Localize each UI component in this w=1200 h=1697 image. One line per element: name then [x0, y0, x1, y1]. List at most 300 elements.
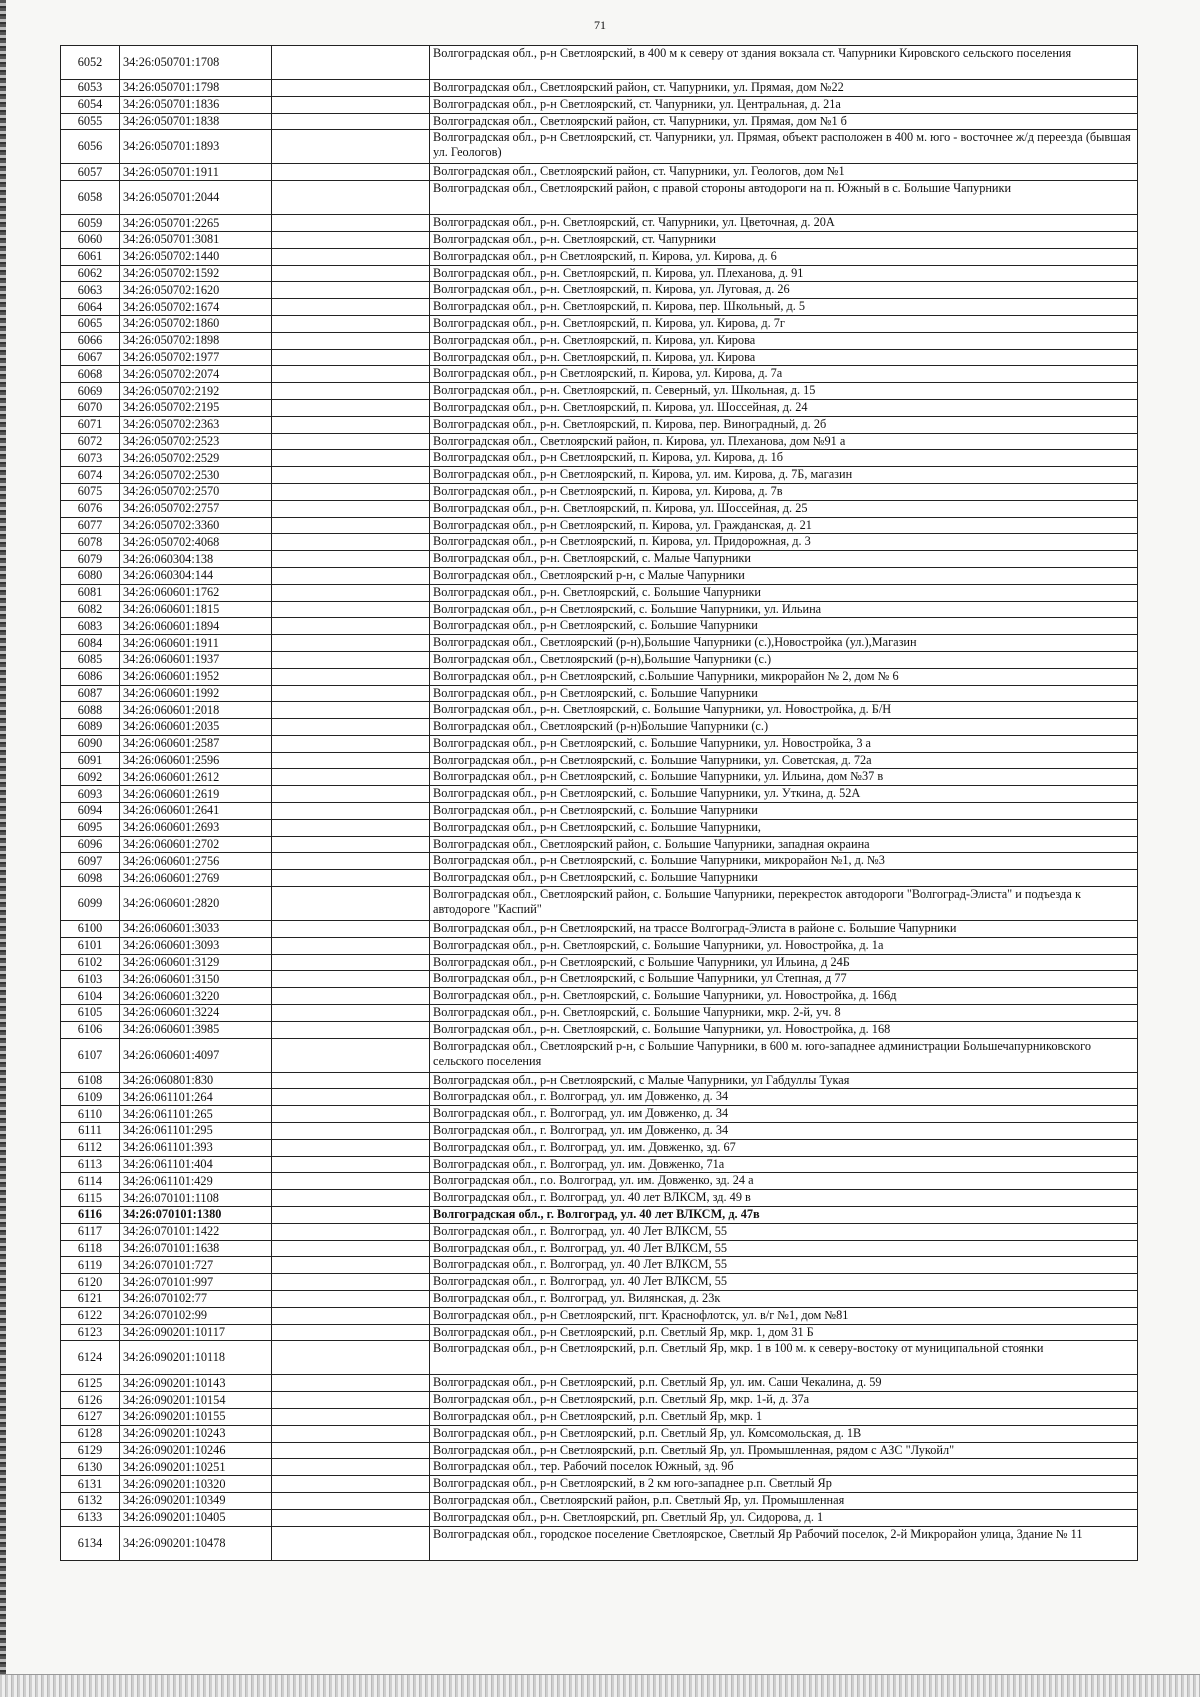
- cadastral-number: 34:26:090201:10143: [120, 1375, 272, 1392]
- cadastral-number: 34:26:060601:4097: [120, 1038, 272, 1072]
- table-row: [61, 1274, 1138, 1291]
- cadastral-number: 34:26:060304:144: [120, 567, 272, 584]
- cadastral-number: 34:26:090201:10118: [120, 1341, 272, 1375]
- row-number: 6055: [61, 113, 120, 130]
- address: Волгоградская обл., р-н. Светлоярский, ст. Чапурники, ул. Цветочная, д. 20А: [430, 215, 1138, 232]
- address: Волгоградская обл., Светлоярский (р-н)Большие Чапурники (с.): [430, 719, 1138, 736]
- row-number: 6079: [61, 551, 120, 568]
- address: Волгоградская обл., р-н. Светлоярский, п. Кирова, ул. Кирова: [430, 332, 1138, 349]
- address: Волгоградская обл., г. Волгоград, ул. Вилянская, д. 23к: [430, 1291, 1138, 1308]
- empty-cell: [272, 113, 430, 130]
- table-row: [61, 517, 1138, 534]
- empty-cell: [272, 668, 430, 685]
- address: Волгоградская обл., г. Волгоград, ул. 40 Лет ВЛКСМ, 55: [430, 1240, 1138, 1257]
- row-number: 6123: [61, 1324, 120, 1341]
- empty-cell: [272, 332, 430, 349]
- table-row: [61, 1526, 1138, 1560]
- address: Волгоградская обл., р-н Светлоярский, п. Кирова, ул. Гражданская, д. 21: [430, 517, 1138, 534]
- cadastral-number: 34:26:050702:4068: [120, 534, 272, 551]
- empty-cell: [272, 248, 430, 265]
- empty-cell: [272, 315, 430, 332]
- cadastral-number: 34:26:060601:1894: [120, 618, 272, 635]
- empty-cell: [272, 819, 430, 836]
- cadastral-number: 34:26:060601:2641: [120, 803, 272, 820]
- table-row: [61, 113, 1138, 130]
- empty-cell: [272, 534, 430, 551]
- empty-cell: [272, 1459, 430, 1476]
- table-row: [61, 164, 1138, 181]
- address: Волгоградская обл., р-н Светлоярский, п. Кирова, ул. Придорожная, д. 3: [430, 534, 1138, 551]
- empty-cell: [272, 836, 430, 853]
- cadastral-number: 34:26:060601:3129: [120, 954, 272, 971]
- address: Волгоградская обл., р-н. Светлоярский, п. Кирова, ул. Плеханова, д. 91: [430, 265, 1138, 282]
- empty-cell: [272, 215, 430, 232]
- address: Волгоградская обл., р-н. Светлоярский, п. Кирова, пер. Виноградный, д. 2б: [430, 416, 1138, 433]
- address: Волгоградская обл., г. Волгоград, ул. им Довженко, д. 34: [430, 1089, 1138, 1106]
- cadastral-number: 34:26:050702:2363: [120, 416, 272, 433]
- cadastral-number: 34:26:050701:2265: [120, 215, 272, 232]
- empty-cell: [272, 96, 430, 113]
- row-number: 6109: [61, 1089, 120, 1106]
- table-row: [61, 752, 1138, 769]
- cadastral-number: 34:26:070101:1638: [120, 1240, 272, 1257]
- cadastral-number: 34:26:070101:997: [120, 1274, 272, 1291]
- address: Волгоградская обл., р-н Светлоярский, с. Большие Чапурники, ул. Советская, д. 72а: [430, 752, 1138, 769]
- table-row: [61, 735, 1138, 752]
- address: Волгоградская обл., Светлоярский район, п. Кирова, ул. Плеханова, дом №91 а: [430, 433, 1138, 450]
- cadastral-number: 34:26:061101:295: [120, 1123, 272, 1140]
- table-row: [61, 416, 1138, 433]
- empty-cell: [272, 1038, 430, 1072]
- cadastral-number: 34:26:050701:1893: [120, 130, 272, 164]
- cadastral-number: 34:26:060601:2769: [120, 870, 272, 887]
- row-number: 6102: [61, 954, 120, 971]
- row-number: 6058: [61, 181, 120, 215]
- row-number: 6056: [61, 130, 120, 164]
- empty-cell: [272, 803, 430, 820]
- cadastral-number: 34:26:070102:77: [120, 1291, 272, 1308]
- row-number: 6080: [61, 567, 120, 584]
- empty-cell: [272, 46, 430, 80]
- cadastral-number: 34:26:060601:2702: [120, 836, 272, 853]
- empty-cell: [272, 500, 430, 517]
- table-row: [61, 349, 1138, 366]
- empty-cell: [272, 130, 430, 164]
- empty-cell: [272, 1476, 430, 1493]
- row-number: 6071: [61, 416, 120, 433]
- cadastral-number: 34:26:060601:1815: [120, 601, 272, 618]
- row-number: 6113: [61, 1156, 120, 1173]
- row-number: 6104: [61, 988, 120, 1005]
- row-number: 6070: [61, 399, 120, 416]
- row-number: 6101: [61, 937, 120, 954]
- empty-cell: [272, 231, 430, 248]
- address: Волгоградская обл., р-н. Светлоярский, с. Большие Чапурники, ул. Новостройка, д. 168: [430, 1021, 1138, 1038]
- row-number: 6114: [61, 1173, 120, 1190]
- empty-cell: [272, 450, 430, 467]
- cadastral-number: 34:26:090201:10251: [120, 1459, 272, 1476]
- table-row: [61, 921, 1138, 938]
- table-row: [61, 1341, 1138, 1375]
- empty-cell: [272, 1240, 430, 1257]
- cadastral-number: 34:26:060601:1992: [120, 685, 272, 702]
- table-row: [61, 282, 1138, 299]
- cadastral-number: 34:26:050701:3081: [120, 231, 272, 248]
- row-number: 6089: [61, 719, 120, 736]
- table-row: [61, 1324, 1138, 1341]
- empty-cell: [272, 1341, 430, 1375]
- address: Волгоградская обл., Светлоярский район, ст. Чапурники, ул. Прямая, дом №22: [430, 80, 1138, 97]
- row-number: 6053: [61, 80, 120, 97]
- cadastral-number: 34:26:061101:264: [120, 1089, 272, 1106]
- table-row: [61, 954, 1138, 971]
- empty-cell: [272, 887, 430, 921]
- address: Волгоградская обл., Светлоярский район, с. Большие Чапурники, перекресток автодороги "Волгоград-Элиста" и подъезда к автодороге "Каспий": [430, 887, 1138, 921]
- table-row: [61, 215, 1138, 232]
- empty-cell: [272, 567, 430, 584]
- row-number: 6108: [61, 1072, 120, 1089]
- row-number: 6066: [61, 332, 120, 349]
- cadastral-number: 34:26:090201:10154: [120, 1392, 272, 1409]
- row-number: 6093: [61, 786, 120, 803]
- cadastral-number: 34:26:050701:1836: [120, 96, 272, 113]
- address: Волгоградская обл., р-н Светлоярский, с. Большие Чапурники: [430, 618, 1138, 635]
- row-number: 6100: [61, 921, 120, 938]
- row-number: 6092: [61, 769, 120, 786]
- table-row: [61, 1307, 1138, 1324]
- address: Волгоградская обл., р-н. Светлоярский, п. Кирова, ул. Шоссейная, д. 24: [430, 399, 1138, 416]
- address: Волгоградская обл., р-н Светлоярский, п. Кирова, ул. Кирова, д. 7в: [430, 483, 1138, 500]
- empty-cell: [272, 1156, 430, 1173]
- cadastral-number: 34:26:070101:727: [120, 1257, 272, 1274]
- row-number: 6132: [61, 1492, 120, 1509]
- row-number: 6122: [61, 1307, 120, 1324]
- address: Волгоградская обл., тер. Рабочий поселок Южный, зд. 9б: [430, 1459, 1138, 1476]
- row-number: 6125: [61, 1375, 120, 1392]
- address: Волгоградская обл., р-н Светлоярский, с. Большие Чапурники: [430, 685, 1138, 702]
- address: Волгоградская обл., р-н Светлоярский, р.п. Светлый Яр, ул. им. Саши Чекалина, д. 59: [430, 1375, 1138, 1392]
- empty-cell: [272, 1307, 430, 1324]
- address: Волгоградская обл., р-н. Светлоярский, с. Большие Чапурники, ул. Новостройка, д. Б/Н: [430, 702, 1138, 719]
- cadastral-number: 34:26:060601:2619: [120, 786, 272, 803]
- address: Волгоградская обл., р-н Светлоярский, с. Большие Чапурники, ул. Уткина, д. 52А: [430, 786, 1138, 803]
- empty-cell: [272, 685, 430, 702]
- cadastral-number: 34:26:050702:1674: [120, 299, 272, 316]
- row-number: 6063: [61, 282, 120, 299]
- page-number: 71: [594, 18, 606, 32]
- table-row: [61, 988, 1138, 1005]
- empty-cell: [272, 584, 430, 601]
- cadastral-number: 34:26:060601:2587: [120, 735, 272, 752]
- cadastral-number: 34:26:060801:830: [120, 1072, 272, 1089]
- cadastral-number: 34:26:060601:2596: [120, 752, 272, 769]
- cadastral-number: 34:26:090201:10405: [120, 1509, 272, 1526]
- table-row: [61, 130, 1138, 164]
- table-row: [61, 803, 1138, 820]
- row-number: 6087: [61, 685, 120, 702]
- empty-cell: [272, 1526, 430, 1560]
- scan-edge-bottom: [0, 1674, 1200, 1697]
- address: Волгоградская обл., р-н Светлоярский, р.п. Светлый Яр, ул. Промышленная, рядом с АЗС "Лукойл": [430, 1442, 1138, 1459]
- empty-cell: [272, 635, 430, 652]
- empty-cell: [272, 1274, 430, 1291]
- empty-cell: [272, 1425, 430, 1442]
- address: Волгоградская обл., Светлоярский (р-н),Большие Чапурники (с.),Новостройка (ул.),Магазин: [430, 635, 1138, 652]
- table-row: [61, 1106, 1138, 1123]
- row-number: 6068: [61, 366, 120, 383]
- table-row: [61, 618, 1138, 635]
- empty-cell: [272, 299, 430, 316]
- address: Волгоградская обл., Светлоярский (р-н),Большие Чапурники (с.): [430, 651, 1138, 668]
- address: Волгоградская обл., р-н. Светлоярский, с. Малые Чапурники: [430, 551, 1138, 568]
- address: Волгоградская обл., р-н Светлоярский, с. Большие Чапурники, ул. Ильина, дом №37 в: [430, 769, 1138, 786]
- empty-cell: [272, 971, 430, 988]
- empty-cell: [272, 937, 430, 954]
- row-number: 6067: [61, 349, 120, 366]
- address: Волгоградская обл., р-н Светлоярский, в 2 км юго-западнее р.п. Светлый Яр: [430, 1476, 1138, 1493]
- address: Волгоградская обл., р-н Светлоярский, с. Большие Чапурники, ул. Новостройка, 3 а: [430, 735, 1138, 752]
- cadastral-number: 34:26:050702:2523: [120, 433, 272, 450]
- row-number: 6129: [61, 1442, 120, 1459]
- cadastral-number: 34:26:050701:1838: [120, 113, 272, 130]
- row-number: 6106: [61, 1021, 120, 1038]
- empty-cell: [272, 1123, 430, 1140]
- address: Волгоградская обл., р-н Светлоярский, п. Кирова, ул. Кирова, д. 1б: [430, 450, 1138, 467]
- cadastral-number: 34:26:070102:99: [120, 1307, 272, 1324]
- cadastral-number: 34:26:060601:1762: [120, 584, 272, 601]
- empty-cell: [272, 1291, 430, 1308]
- row-number: 6057: [61, 164, 120, 181]
- address: Волгоградская обл., р-н. Светлоярский, рп. Светлый Яр, ул. Сидорова, д. 1: [430, 1509, 1138, 1526]
- table-row: [61, 433, 1138, 450]
- empty-cell: [272, 1492, 430, 1509]
- cadastral-number: 34:26:050702:2195: [120, 399, 272, 416]
- cadastral-number: 34:26:050702:2570: [120, 483, 272, 500]
- table-row: [61, 819, 1138, 836]
- address: Волгоградская обл., г. Волгоград, ул. им Довженко, д. 34: [430, 1123, 1138, 1140]
- empty-cell: [272, 1089, 430, 1106]
- address: Волгоградская обл., р-н Светлоярский, с. Большие Чапурники, ул. Ильина: [430, 601, 1138, 618]
- table-row: [61, 836, 1138, 853]
- address: Волгоградская обл., р-н. Светлоярский, с. Большие Чапурники, ул. Новостройка, д. 1а: [430, 937, 1138, 954]
- address: Волгоградская обл., г. Волгоград, ул. 40 Лет ВЛКСМ, 55: [430, 1274, 1138, 1291]
- row-number: 6078: [61, 534, 120, 551]
- address: Волгоградская обл., р-н Светлоярский, с.Большие Чапурники, микрорайон № 2, дом № 6: [430, 668, 1138, 685]
- cadastral-number: 34:26:050702:2192: [120, 383, 272, 400]
- cadastral-number: 34:26:061101:429: [120, 1173, 272, 1190]
- address: Волгоградская обл., р-н Светлоярский, п. Кирова, ул. Кирова, д. 6: [430, 248, 1138, 265]
- row-number: 6084: [61, 635, 120, 652]
- empty-cell: [272, 1005, 430, 1022]
- empty-cell: [272, 467, 430, 484]
- table-row: [61, 1408, 1138, 1425]
- row-number: 6090: [61, 735, 120, 752]
- cadastral-number: 34:26:060601:3985: [120, 1021, 272, 1038]
- table-row: [61, 1392, 1138, 1409]
- table-row: [61, 332, 1138, 349]
- row-number: 6062: [61, 265, 120, 282]
- cadastral-number: 34:26:070101:1380: [120, 1207, 272, 1224]
- table-row: [61, 1240, 1138, 1257]
- cadastral-number: 34:26:060601:2035: [120, 719, 272, 736]
- row-number: 6118: [61, 1240, 120, 1257]
- empty-cell: [272, 954, 430, 971]
- row-number: 6064: [61, 299, 120, 316]
- row-number: 6098: [61, 870, 120, 887]
- address: Волгоградская обл., р-н Светлоярский, на трассе Волгоград-Элиста в районе с. Большие Чапурники: [430, 921, 1138, 938]
- address: Волгоградская обл., Светлоярский район, ст. Чапурники, ул. Геологов, дом №1: [430, 164, 1138, 181]
- cadastral-number: 34:26:060601:3093: [120, 937, 272, 954]
- table-row: [61, 315, 1138, 332]
- empty-cell: [272, 80, 430, 97]
- table-row: [61, 1375, 1138, 1392]
- row-number: 6127: [61, 1408, 120, 1425]
- empty-cell: [272, 416, 430, 433]
- row-number: 6072: [61, 433, 120, 450]
- registry-table-body: [61, 46, 1138, 1561]
- cadastral-number: 34:26:090201:10246: [120, 1442, 272, 1459]
- address: Волгоградская обл., Светлоярский район, с. Большие Чапурники, западная окраина: [430, 836, 1138, 853]
- empty-cell: [272, 870, 430, 887]
- address: Волгоградская обл., р-н Светлоярский, п. Кирова, ул. им. Кирова, д. 7Б, магазин: [430, 467, 1138, 484]
- table-row: [61, 1089, 1138, 1106]
- cadastral-number: 34:26:050702:2530: [120, 467, 272, 484]
- row-number: 6119: [61, 1257, 120, 1274]
- scan-edge-left: [0, 0, 6, 1697]
- row-number: 6107: [61, 1038, 120, 1072]
- row-number: 6130: [61, 1459, 120, 1476]
- empty-cell: [272, 1173, 430, 1190]
- address: Волгоградская обл., Светлоярский р-н, с Малые Чапурники: [430, 567, 1138, 584]
- cadastral-number: 34:26:060601:2693: [120, 819, 272, 836]
- empty-cell: [272, 1408, 430, 1425]
- address: Волгоградская обл., р-н Светлоярский, с Малые Чапурники, ул Габдуллы Тукая: [430, 1072, 1138, 1089]
- empty-cell: [272, 786, 430, 803]
- empty-cell: [272, 1207, 430, 1224]
- address: Волгоградская обл., г. Волгоград, ул. 40 Лет ВЛКСМ, 55: [430, 1257, 1138, 1274]
- empty-cell: [272, 1223, 430, 1240]
- address: Волгоградская обл., р-н. Светлоярский, с. Большие Чапурники: [430, 584, 1138, 601]
- address: Волгоградская обл., г. Волгоград, ул. 40 Лет ВЛКСМ, 55: [430, 1223, 1138, 1240]
- table-row: [61, 1072, 1138, 1089]
- row-number: 6134: [61, 1526, 120, 1560]
- row-number: 6128: [61, 1425, 120, 1442]
- address: Волгоградская обл., р-н Светлоярский, с. Большие Чапурники, микрорайон №1, д. №3: [430, 853, 1138, 870]
- table-row: [61, 601, 1138, 618]
- cadastral-number: 34:26:050702:2074: [120, 366, 272, 383]
- table-row: [61, 1257, 1138, 1274]
- row-number: 6110: [61, 1106, 120, 1123]
- row-number: 6065: [61, 315, 120, 332]
- address: Волгоградская обл., р-н Светлоярский, пгт. Краснофлотск, ул. в/г №1, дом №81: [430, 1307, 1138, 1324]
- cadastral-number: 34:26:050702:1860: [120, 315, 272, 332]
- row-number: 6116: [61, 1207, 120, 1224]
- address: Волгоградская обл., р-н Светлоярский, в 400 м к северу от здания вокзала ст. Чапурники Кировского сельского поселения: [430, 46, 1138, 80]
- address: Волгоградская обл., г. Волгоград, ул. им. Довженко, 71а: [430, 1156, 1138, 1173]
- row-number: 6077: [61, 517, 120, 534]
- row-number: 6075: [61, 483, 120, 500]
- cadastral-number: 34:26:090201:10117: [120, 1324, 272, 1341]
- table-row: [61, 450, 1138, 467]
- empty-cell: [272, 483, 430, 500]
- empty-cell: [272, 1442, 430, 1459]
- cadastral-number: 34:26:060601:3220: [120, 988, 272, 1005]
- table-row: [61, 635, 1138, 652]
- empty-cell: [272, 517, 430, 534]
- cadastral-number: 34:26:050701:1798: [120, 80, 272, 97]
- address: Волгоградская обл., р-н. Светлоярский, п. Кирова, ул. Кирова, д. 7г: [430, 315, 1138, 332]
- cadastral-number: 34:26:060601:2612: [120, 769, 272, 786]
- address: Волгоградская обл., р-н Светлоярский, ст. Чапурники, ул. Центральная, д. 21а: [430, 96, 1138, 113]
- row-number: 6074: [61, 467, 120, 484]
- table-row: [61, 1459, 1138, 1476]
- table-row: [61, 786, 1138, 803]
- cadastral-number: 34:26:061101:265: [120, 1106, 272, 1123]
- table-row: [61, 719, 1138, 736]
- table-row: [61, 1123, 1138, 1140]
- cadastral-number: 34:26:060601:2756: [120, 853, 272, 870]
- cadastral-number: 34:26:061101:404: [120, 1156, 272, 1173]
- table-row: [61, 1291, 1138, 1308]
- table-row: [61, 46, 1138, 80]
- table-row: [61, 702, 1138, 719]
- empty-cell: [272, 399, 430, 416]
- table-row: [61, 685, 1138, 702]
- table-row: [61, 483, 1138, 500]
- cadastral-number: 34:26:090201:10155: [120, 1408, 272, 1425]
- empty-cell: [272, 181, 430, 215]
- row-number: 6115: [61, 1190, 120, 1207]
- row-number: 6052: [61, 46, 120, 80]
- cadastral-number: 34:26:060601:2820: [120, 887, 272, 921]
- table-row: [61, 769, 1138, 786]
- row-number: 6094: [61, 803, 120, 820]
- table-row: [61, 1442, 1138, 1459]
- empty-cell: [272, 265, 430, 282]
- empty-cell: [272, 1375, 430, 1392]
- empty-cell: [272, 349, 430, 366]
- empty-cell: [272, 702, 430, 719]
- empty-cell: [272, 1392, 430, 1409]
- cadastral-number: 34:26:060601:3150: [120, 971, 272, 988]
- cadastral-number: 34:26:050702:1440: [120, 248, 272, 265]
- empty-cell: [272, 601, 430, 618]
- row-number: 6105: [61, 1005, 120, 1022]
- cadastral-number: 34:26:070101:1108: [120, 1190, 272, 1207]
- table-row: [61, 248, 1138, 265]
- table-row: [61, 534, 1138, 551]
- row-number: 6126: [61, 1392, 120, 1409]
- address: Волгоградская обл., г.о. Волгоград, ул. им. Довженко, зд. 24 а: [430, 1173, 1138, 1190]
- table-row: [61, 668, 1138, 685]
- table-row: [61, 1005, 1138, 1022]
- row-number: 6117: [61, 1223, 120, 1240]
- address: Волгоградская обл., городское поселение Светлоярское, Светлый Яр Рабочий поселок, 2-й Микрорайон улица, Здание № 11: [430, 1526, 1138, 1560]
- cadastral-number: 34:26:050701:2044: [120, 181, 272, 215]
- row-number: 6081: [61, 584, 120, 601]
- table-row: [61, 366, 1138, 383]
- row-number: 6120: [61, 1274, 120, 1291]
- empty-cell: [272, 282, 430, 299]
- address: Волгоградская обл., р-н Светлоярский, с. Большие Чапурники: [430, 870, 1138, 887]
- address: Волгоградская обл., р-н Светлоярский, с. Большие Чапурники,: [430, 819, 1138, 836]
- table-row: [61, 467, 1138, 484]
- row-number: 6091: [61, 752, 120, 769]
- table-row: [61, 1139, 1138, 1156]
- cadastral-number: 34:26:090201:10320: [120, 1476, 272, 1493]
- address: Волгоградская обл., р-н. Светлоярский, п. Кирова, ул. Кирова: [430, 349, 1138, 366]
- table-row: [61, 1021, 1138, 1038]
